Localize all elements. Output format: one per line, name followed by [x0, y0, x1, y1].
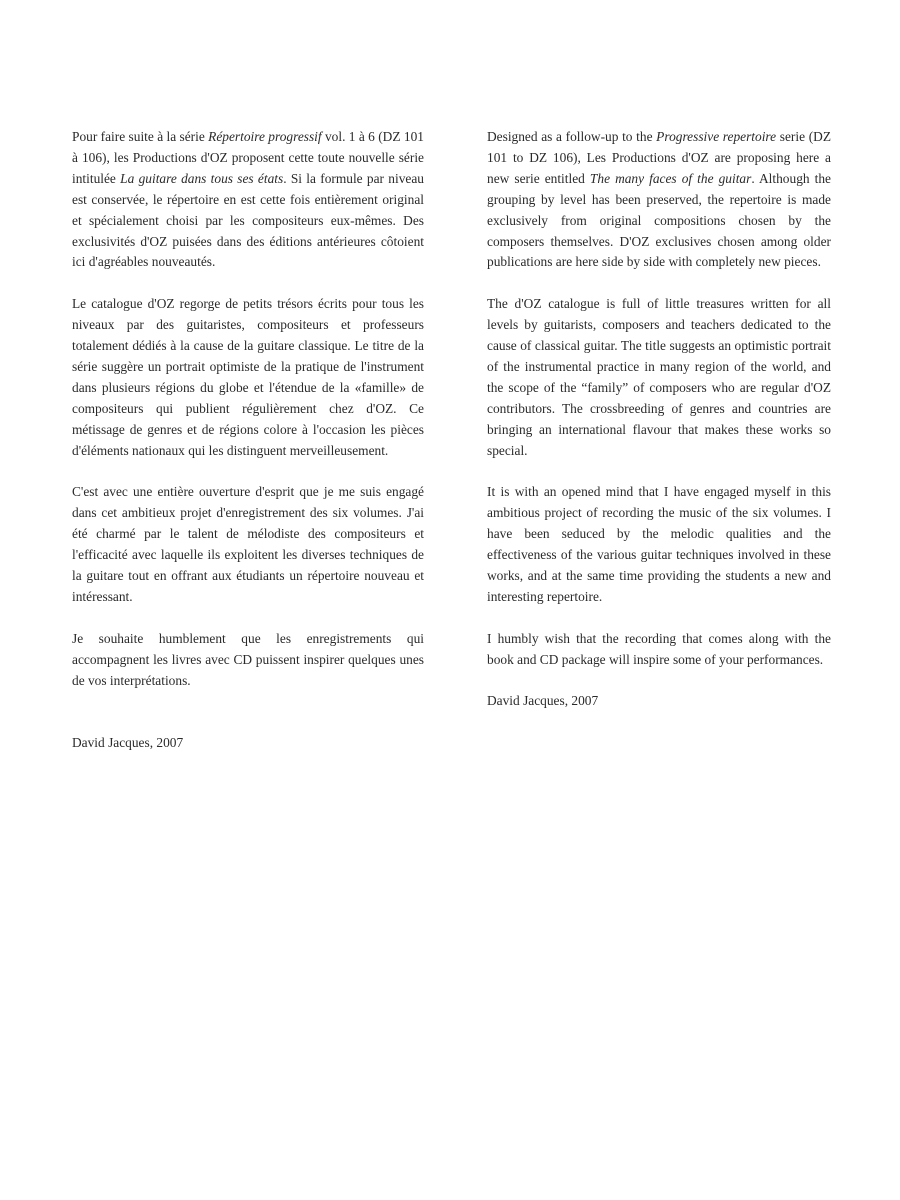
english-paragraph-4 [487, 629, 831, 671]
english-signature: David Jacques, 2007 [487, 693, 599, 709]
text-segment: Le catalogue d'OZ regorge de petits trésors écrits pour tous les niveaux par des guitaristes, compositeurs et professeurs totalement dédiés à la cause de la guitare classique. Le titre de la série suggère un portrait optimiste de la pratique de l'instrument dans plusieurs régions du globe et l'étendue de la «famille» de compositeurs qui publient régulièrement chez d'OZ. Ce métissage de genres et de régions colore à l'occasion les pièces d'éléments nationaux qui les distinguent merveilleusement. [72, 296, 424, 458]
text-segment: . Although the grouping by level has been preserved, the repertoire is made exclusively from original compositions chosen by the composers themselves. D'OZ exclusives chosen among older publications are here side by side with completely new pieces. [487, 170, 831, 270]
text-segment: Pour faire suite à la série [72, 129, 209, 144]
french-signature: David Jacques, 2007 [72, 735, 184, 751]
text-segment: It is with an opened mind that I have engaged myself in this ambitious project of recording the music of the six volumes. I have been seduced by the melodic qualities and the effectiveness of the various guitar techniques involved in these works, and at the same time providing the students a new and interesting repertoire. [487, 484, 831, 604]
text-segment: The d'OZ catalogue is full of little treasures written for all levels by guitarists, composers and teachers dedicated to the cause of classical guitar. The title suggests an optimistic portrait of the instrumental practice in many region of the world, and the scope of the “family” of composers who are regular d'OZ contributors. The crossbreeding of genres and countries are bringing an international flavour that makes these works so special. [487, 296, 831, 458]
french-column [72, 127, 424, 754]
text-segment: vol. 1 à 6 (DZ 101 à 106), les Productions d'OZ proposent cette toute nouvelle série intitulée [72, 129, 424, 186]
text-segment: Designed as a follow-up to the [487, 129, 657, 144]
english-paragraph-2 [487, 294, 831, 461]
french-paragraph-1 [72, 127, 424, 273]
italic-title: Progressive repertoire [656, 129, 777, 144]
text-segment: I humbly wish that the recording that comes along with the book and CD package will inspire some of your performances. [487, 630, 831, 667]
french-paragraph-3 [72, 482, 424, 607]
french-paragraph-2 [72, 294, 424, 461]
text-segment: Je souhaite humblement que les enregistrements qui accompagnent les livres avec CD puissent inspirer quelques unes de vos interprétations. [72, 630, 424, 688]
italic-title: La guitare dans tous ses états [120, 170, 284, 186]
french-paragraph-4 [72, 629, 424, 692]
italic-title: The many faces of the guitar [589, 170, 752, 186]
text-segment: serie (DZ 101 to DZ 106), Les Productions d'OZ are proposing here a new serie entitled [487, 129, 831, 186]
text-segment: C'est avec une entière ouverture d'esprit que je me suis engagé dans cet ambitieux projet d'enregistrement des six volumes. J'ai été charmé par le talent de mélodiste des compositeurs et l'efficacité avec laquelle ils exploitent les diverses techniques de la guitare tout en offrant aux étudiants un répertoire nouveau et intéressant. [72, 484, 424, 604]
english-paragraph-3 [487, 482, 831, 607]
italic-title: Répertoire progressif [208, 129, 322, 144]
text-segment: . Si la formule par niveau est conservée, le répertoire en est cette fois entièrement original et spécialement choisi par les compositeurs eux-mêmes. Des exclusivités d'OZ puisées dans des éditions antérieures côtoient ici d'agréables nouveautés. [72, 170, 424, 270]
english-column [487, 127, 831, 712]
english-paragraph-1 [487, 127, 831, 273]
